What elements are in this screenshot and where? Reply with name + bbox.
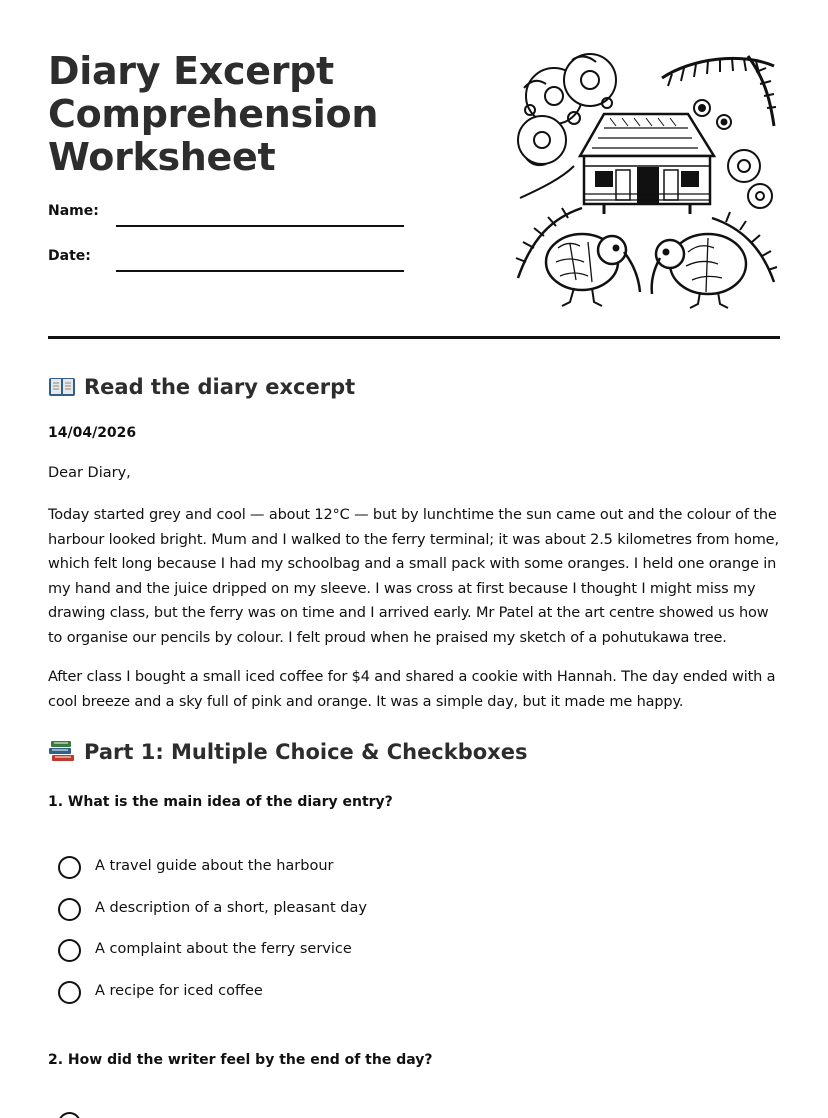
title-line-1: Diary Excerpt bbox=[48, 49, 334, 93]
radio-button[interactable] bbox=[58, 1112, 81, 1118]
radio-button[interactable] bbox=[58, 898, 81, 921]
house-icon bbox=[580, 114, 714, 214]
header-divider bbox=[48, 336, 780, 339]
radio-button[interactable] bbox=[58, 939, 81, 962]
option-label: A recipe for iced coffee bbox=[95, 983, 263, 999]
question-1: 1. What is the main idea of the diary entry? bbox=[48, 794, 393, 810]
name-line[interactable] bbox=[116, 225, 404, 227]
radio-button[interactable] bbox=[58, 856, 81, 879]
page-title bbox=[48, 50, 468, 179]
diary-paragraph-1: Today started grey and cool — about 12°C — but by lunchtime the sun came out and the colour of the harbour looked bright. Mum and I walked to the ferry terminal; it was about 2.5 kilometres from home, which felt long because I had my schoolbag and a small pack with some oranges. I held one orange in my hand and the juice dripped on my sleeve. I was cross at first because I thought I might miss my drawing class, but the ferry was on time and I arrived early. Mr Patel at the art centre showed us how to organise our pencils by colour. I felt proud when he praised my sketch of a pohutukawa tree. bbox=[48, 507, 779, 646]
reading-heading-text: Read the diary excerpt bbox=[84, 375, 356, 399]
kiwi-bird-icon bbox=[652, 234, 746, 308]
open-book-icon bbox=[48, 376, 78, 403]
stacked-books-icon bbox=[48, 739, 78, 768]
reading-section-heading bbox=[48, 375, 355, 403]
title-line-2: Comprehension bbox=[48, 92, 379, 136]
option-label: A travel guide about the harbour bbox=[95, 858, 334, 874]
question-2: 2. How did the writer feel by the end of the day? bbox=[48, 1052, 433, 1068]
option-label: A complaint about the ferry service bbox=[95, 941, 352, 957]
part1-heading-text: Part 1: Multiple Choice & Checkboxes bbox=[84, 740, 528, 764]
option-label: A description of a short, pleasant day bbox=[95, 900, 367, 916]
kiwi-bird-icon bbox=[546, 234, 640, 306]
date-line[interactable] bbox=[116, 270, 404, 272]
title-line-3: Worksheet bbox=[48, 135, 276, 179]
house-and-kiwi-illustration bbox=[512, 48, 778, 310]
radio-button[interactable] bbox=[58, 981, 81, 1004]
diary-greeting: Dear Diary, bbox=[48, 465, 131, 481]
diary-paragraph-2: After class I bought a small iced coffee for $4 and shared a cookie with Hannah. The day ended with a cool breeze and a sky full of pink and orange. It was a simple day, but it made me happy. bbox=[48, 669, 776, 710]
part1-heading bbox=[48, 739, 527, 768]
entry-date: 14/04/2026 bbox=[48, 425, 137, 441]
name-label: Name: bbox=[48, 203, 99, 219]
date-label: Date: bbox=[48, 248, 91, 264]
